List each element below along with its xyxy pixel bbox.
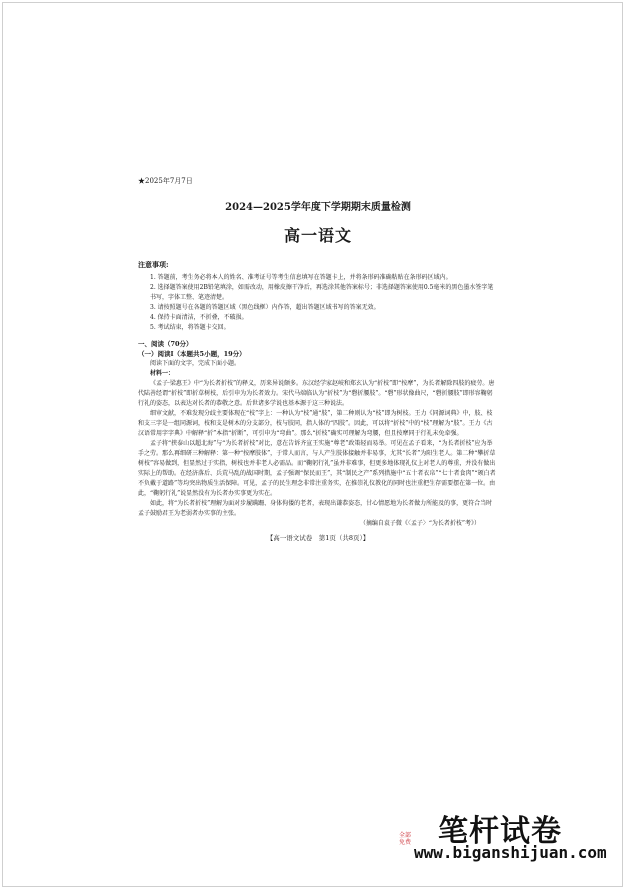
- exam-date: ★2025年7月7日: [138, 177, 193, 185]
- passage-paragraph: 《孟子·梁惠王》中“为长者折枝”的释义，历来异说颇多。东汉经学家赵岐和郑玄认为“折枝”即“按摩”，为长者解除四肢的疲劳。唐代陆善经谓“折枝”即折草树枝，后引申为为长者效力。宋代马端临认为“折枝”为“磬折腰肢”。“磬”形状像曲尺，“磬折腰肢”即形容鞠躬行礼的姿态，以表达对长者的恭敬之意。后世诸多学说也基本源于这三种说法。: [138, 380, 495, 407]
- watermark-title: 笔杆试卷: [438, 814, 562, 849]
- passage-paragraph: 细审文献，不难发现分歧主要体现在“枝”字上：一种认为“枝”通“肢”，第二种则认为“枝”即为树枝。王力《同源词典》中，肢、枝和支三字是一组同源词，枝和支是树木的分支部分，枝与肢同，指人体的“四肢”。因此，可以将“折枝”中的“枝”理解为“肢”。王力《古汉语常用字字典》中解释“折”本指“折断”，可引申为“弯曲”。那么“折枝”确实可理解为弯腰，但且按摩同于行礼未免牵强。: [138, 410, 493, 437]
- subject-title: 高一语文: [283, 226, 352, 245]
- passage-paragraph: 如此，将“为长者折枝”理解为面对步履蹒跚、身体佝偻的老者，表现出谦恭姿态，甘心情愿地为长者做力所能及的事，更符合当时孟子鼓励君王为老弱者办实事的主张。: [138, 500, 493, 517]
- notice-item: 4. 保持卡面清洁，不折叠，不破损。: [150, 314, 248, 321]
- exam-page: [138, 176, 498, 542]
- section-title: 一、阅读（70分）: [138, 340, 193, 348]
- subsection-title: （一）阅读Ⅰ（本题共5小题，19分）: [138, 350, 246, 358]
- notice-item: 1. 答题前，考生务必将本人的姓名、准考证号等考生信息填写在答题卡上，并将条形码准确粘贴在条形码区域内。: [150, 274, 452, 281]
- notice-item: 3. 请按照题号在各题的答题区域（黑色线框）内作答，超出答题区域书写的答案无效。: [150, 304, 380, 311]
- notice-item: 5. 考试结束，将答题卡交回。: [150, 324, 230, 331]
- passage-paragraph: 孟子将“挟泰山以超北海”与“为长者折枝”对比，意在告诉齐宣王实施“尊老”政策轻而易举。可见在孟子看来，“为长者折枝”应为举手之劳。那么再细研三种解释：第一种“按摩肢体”，于常人而言，与人产生肢体接触并非易事，尤其“长者”为阳生老人。第二种“攀折草树枝”容易做到，但显然过于实指，树枝也并非老人必需品。而“鞠躬行礼”虽并非难事，但更多地体现礼仪上对老人的尊重，并没有做出实际上的帮助。在经济落后、兵荒马乱的战国时期，孟子强调“保民而王”，其“制民之产”系列措施中“五十者衣帛”“七十者食肉”“颁白者不负戴于道路”等均突出物质生活保障。可见，孟子的民生理念非常注重务实，在推崇礼仪教化的同时也注重把生存需要摆在第一位。由此，“鞠躬行礼”说显然没有为长者办实事更为实在。: [138, 440, 496, 497]
- watermark-url: www.biganshijuan.com: [414, 843, 607, 862]
- instruction: 阅读下面的文字，完成下面小题。: [150, 360, 241, 367]
- exam-title: 2024—2025学年度下学期期末质量检测: [225, 202, 411, 213]
- passage-source: （摘编自袁子微《〈孟子〉“为长者折枝”考》）: [359, 520, 480, 527]
- material-label: 材料一：: [150, 370, 175, 377]
- page-footer: 【高一语文试卷 第1页（共8页）】: [266, 534, 370, 542]
- watermark-free-label: 全部免费: [399, 832, 412, 846]
- notice-heading: 注意事项:: [138, 260, 169, 269]
- notice-item: 2. 选择题答案使用2B铅笔填涂，如需改动，用橡皮擦干净后，再选涂其他答案标号；非选择题答案使用0.5毫米的黑色墨水签字笔书写，字体工整、笔迹清楚。: [150, 284, 494, 301]
